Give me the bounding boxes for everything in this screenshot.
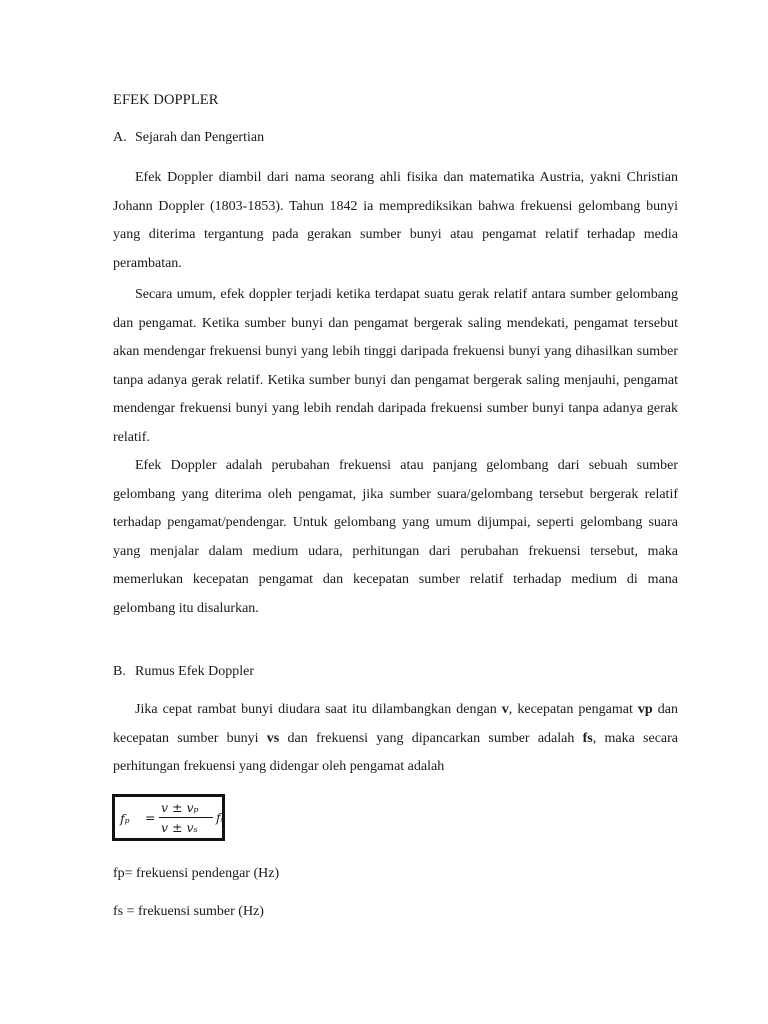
section-a-title: Sejarah dan Pengertian xyxy=(135,130,265,145)
paragraph-1: Efek Doppler diambil dari nama seorang ahli fisika dan matematika Austria, yakni Christian Johann Doppler (1803-1853). Tahun 1842 ia memprediksikan bahwa frekuensi gelombang bunyi yang diterima tergantung pada gerakan sumber bunyi atau pengamat relatif terhadap media perambatan. xyxy=(113,170,678,271)
paragraph-2: Secara umum, efek doppler terjadi ketika terdapat suatu gerak relatif antara sumber gelombang dan pengamat. Ketika sumber bunyi dan pengamat bergerak saling mendekati, pengamat tersebut akan mendengar frekuensi bunyi yang lebih tinggi daripada frekuensi bunyi yang dihasilkan sumber tanpa adanya gerak relatif. Ketika sumber bunyi dan pengamat bergerak saling menjauhi, pengamat mendengar frekuensi bunyi yang lebih rendah daripada frekuensi sumber bunyi tanpa adanya gerak relatif. xyxy=(113,287,678,445)
symbol-v: v xyxy=(501,702,509,717)
paragraph-4-text-1: Jika cepat rambat bunyi diudara saat itu dilambangkan dengan xyxy=(135,702,502,717)
legend-fp: fp= frekuensi pendengar (Hz) xyxy=(113,866,280,881)
symbol-vp: vp xyxy=(637,702,653,717)
section-b-label: B. xyxy=(113,664,126,679)
paragraph-4-text-2: , kecepatan pengamat xyxy=(508,702,638,717)
symbol-vs: vs xyxy=(266,730,280,746)
formula-factor: fₛ xyxy=(216,810,225,825)
symbol-fs: fs xyxy=(582,730,593,746)
paragraph-4-text-3: dan kecepatan sumber bunyi xyxy=(113,702,678,746)
section-a-label: A. xyxy=(113,130,127,145)
legend-fs: fs = frekuensi sumber (Hz) xyxy=(113,904,264,919)
document-title: EFEK DOPPLER xyxy=(113,92,219,108)
formula-lhs: fₚ xyxy=(120,811,130,826)
paragraph-4-text-4: dan frekuensi yang dipancarkan sumber adalah xyxy=(279,730,583,746)
section-b-title: Rumus Efek Doppler xyxy=(135,664,254,679)
paragraph-4-text-5: , maka secara perhitungan frekuensi yang didengar oleh pengamat adalah xyxy=(113,730,678,774)
formula-fraction-bar xyxy=(159,817,213,818)
paragraph-4 xyxy=(113,696,678,782)
paragraph-3: Efek Doppler adalah perubahan frekuensi atau panjang gelombang dari sebuah sumber gelombang yang diterima oleh pengamat, jika sumber suara/gelombang tersebut bergerak relatif terhadap pengamat/pendengar. Untuk gelombang yang umum dijumpai, seperti gelombang suara yang menjalar dalam medium udara, perhitungan dari perubahan frekuensi tersebut, maka memerlukan kecepatan pengamat dan kecepatan sumber relatif terhadap medium di mana gelombang itu disalurkan. xyxy=(113,458,678,616)
formula-denominator: v ± vₛ xyxy=(161,820,198,835)
section-a-heading xyxy=(113,130,678,146)
formula-numerator: v ± vₚ xyxy=(161,800,199,815)
formula-equals: = xyxy=(145,810,156,825)
doppler-formula-box xyxy=(112,794,225,841)
section-b-heading xyxy=(113,664,678,680)
